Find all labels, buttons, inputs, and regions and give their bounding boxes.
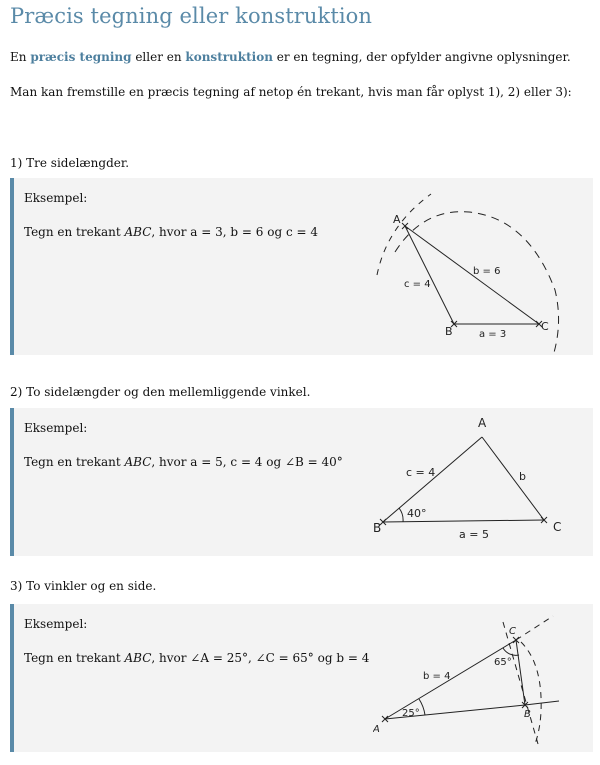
term-construction: konstruktion — [185, 50, 273, 64]
side-label-a: a = 3 — [479, 329, 507, 340]
side-label-c: c = 4 — [404, 279, 431, 290]
example-task — [24, 454, 343, 470]
vertex-label-a: A — [373, 724, 380, 735]
example-box-2 — [10, 408, 593, 556]
task-rest: , hvor ∠A = 25°, ∠C = 65° og b = 4 — [151, 651, 370, 665]
angle-arc-c — [503, 648, 519, 655]
triangle-figure-asa — [373, 604, 593, 752]
side-label-b: b — [519, 470, 526, 483]
side-c-line — [383, 437, 482, 522]
vertex-label-b: B — [524, 709, 531, 720]
side-label-a: a = 5 — [459, 528, 489, 541]
page-title: Præcis tegning eller konstruktion — [10, 4, 373, 28]
intro-text-1: En — [10, 50, 31, 64]
vertex-label-c: C — [553, 520, 562, 534]
extension-line-ab — [525, 701, 559, 705]
example-label: Eksempel: — [24, 617, 88, 631]
task-math: ABC — [124, 455, 152, 469]
side-label-c: c = 4 — [406, 466, 436, 479]
vertex-label-a: A — [393, 213, 401, 226]
side-a-line — [383, 520, 544, 522]
section-3-heading: 3) To vinkler og en side. — [10, 579, 157, 593]
task-prefix: Tegn en trekant — [24, 651, 125, 665]
intro-paragraph-2: Man kan fremstille en præcis tegning af netop én trekant, hvis man får oplyst 1), 2) eller 3): — [10, 85, 572, 99]
task-rest: , hvor a = 3, b = 6 og c = 4 — [151, 225, 318, 239]
triangle-figure-sss — [373, 178, 593, 355]
side-b-line — [482, 437, 544, 520]
example-task — [24, 224, 318, 240]
extension-line-ac — [516, 616, 553, 640]
section-1-heading: 1) Tre sidelængder. — [10, 156, 130, 170]
side-a-line — [516, 640, 525, 705]
side-label-b: b = 4 — [423, 671, 451, 682]
intro-text-2: eller en — [131, 50, 186, 64]
side-label-b: b = 6 — [473, 266, 501, 277]
angle-label-b: 40° — [407, 507, 427, 520]
task-rest: , hvor a = 5, c = 4 og ∠B = 40° — [151, 455, 343, 469]
triangle-figure-sas — [373, 408, 593, 556]
intro-paragraph-1 — [10, 49, 571, 65]
vertex-label-c: C — [509, 626, 516, 637]
angle-arc-a — [419, 699, 425, 715]
vertex-label-b: B — [373, 521, 382, 535]
side-b-line — [405, 226, 539, 324]
task-prefix: Tegn en trekant — [24, 455, 125, 469]
angle-label-c: 65° — [494, 657, 512, 668]
vertex-mark-a — [402, 223, 408, 229]
vertex-label-c: C — [541, 320, 549, 333]
task-prefix: Tegn en trekant — [24, 225, 125, 239]
angle-label-a: 25° — [402, 708, 420, 719]
example-label: Eksempel: — [24, 421, 88, 435]
intro-text-3: er en tegning, der opfylder angivne oplysninger. — [272, 50, 571, 64]
angle-arc-b — [399, 508, 403, 522]
example-task — [24, 650, 369, 666]
example-box-3 — [10, 604, 593, 752]
side-c-line — [405, 226, 454, 324]
example-box-1 — [10, 178, 593, 355]
vertex-label-a: A — [478, 416, 487, 430]
construction-line-c — [503, 622, 538, 744]
task-math: ABC — [124, 651, 152, 665]
example-label: Eksempel: — [24, 191, 88, 205]
vertex-label-b: B — [445, 325, 453, 338]
section-2-heading: 2) To sidelængder og den mellemliggende vinkel. — [10, 385, 311, 399]
task-math: ABC — [124, 225, 152, 239]
construction-arc — [521, 642, 541, 744]
term-precise-drawing: præcis tegning — [30, 50, 132, 64]
